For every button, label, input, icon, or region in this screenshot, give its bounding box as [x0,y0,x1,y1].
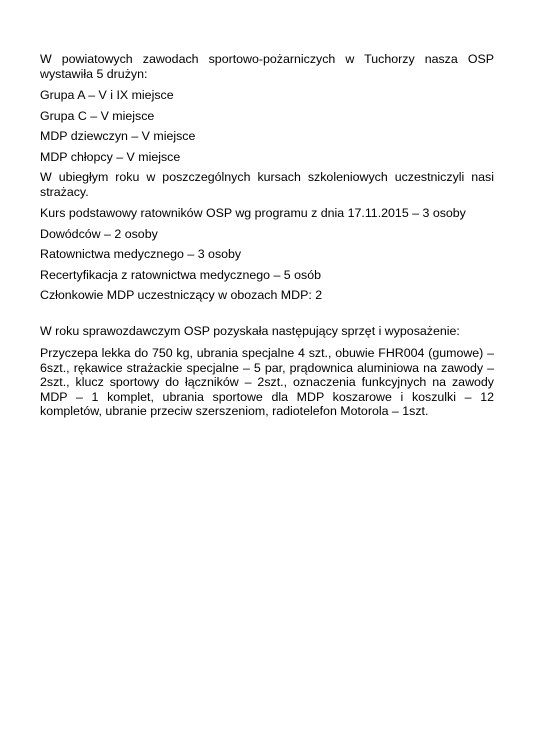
result-team-c: Grupa C – V miejsce [40,108,155,123]
course-medical: Ratownictwa medycznego – 3 osoby [40,247,242,261]
intro-paragraph: W powiatowych zawodach sportowo-pożarniczych w Tuchorzy nasza OSP wystawiła 5 drużyn: [40,52,494,81]
result-team-a: Grupa A – V i IX miejsce [40,88,174,102]
mdp-camps: Członkowie MDP uczestniczący w obozach MDP: 2 [40,288,323,302]
course-basic: Kurs podstawowy ratowników OSP wg programu z dnia 17.11.2015 – 3 osoby [40,206,466,220]
training-intro-paragraph: W ubiegłym roku w poszczególnych kursach szkoleniowych uczestniczyli nasi strażacy. [40,170,494,199]
document-page [40,52,494,419]
equipment-list-paragraph: Przyczepa lekka do 750 kg, ubrania specjalne 4 szt., obuwie FHR004 (gumowe) – 6szt., rękawice strażackie specjalne – 5 par, prądownica aluminiowa na zawody – 2szt., klucz sportowy do łączników – 2szt., oznaczenia funkcyjnych na zawody MDP – 1 komplet, ubrania sportowe dla MDP koszarowe i koszulki – 12 kompletów, ubranie przeciw szerszeniom, radiotelefon Motorola – 1szt. [40,346,494,418]
equipment-intro: W roku sprawozdawczym OSP pozyskała następujący sprzęt i wyposażenie: [40,323,460,338]
result-mdp-boys: MDP chłopcy – V miejsce [40,149,181,164]
course-recertification: Recertyfikacja z ratownictwa medycznego – 5 osób [40,267,321,282]
course-commanders: Dowódców – 2 osoby [40,226,158,241]
result-mdp-girls: MDP dziewczyn – V miejsce [40,129,196,143]
